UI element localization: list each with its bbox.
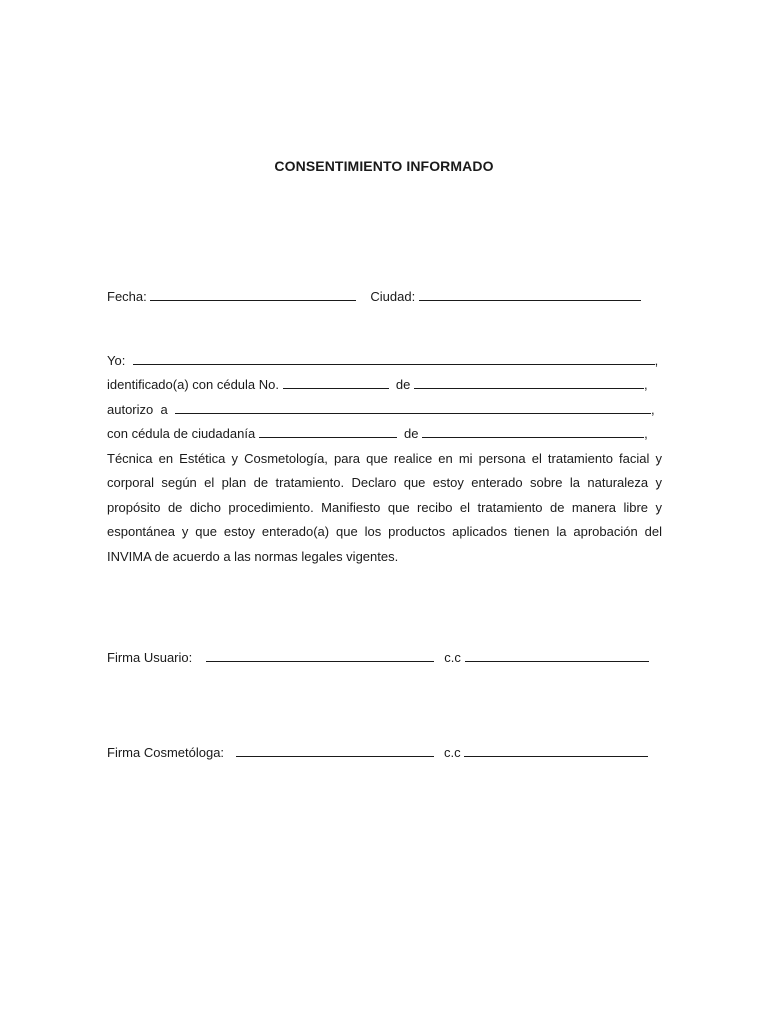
firma-cosmetologa-blank[interactable]: [236, 745, 434, 757]
firma-cosmetologa-label: Firma Cosmetóloga:: [107, 745, 225, 760]
comma: ,: [644, 426, 648, 441]
paragraph-line: propósito de dicho procedimiento. Manifiesto que recibo el tratamiento de manera libre y: [107, 500, 662, 515]
cc-label: c.c: [444, 745, 461, 760]
autorizo-blank[interactable]: [175, 402, 651, 414]
ciudad-blank[interactable]: [419, 289, 641, 301]
autorizo-line: [107, 401, 655, 419]
cosmetologa-cedula-blank[interactable]: [259, 426, 397, 438]
cosmetologa-cedula-place-blank[interactable]: [422, 426, 644, 438]
cedula-place-blank[interactable]: [414, 377, 644, 389]
paragraph-line: corporal según el plan de tratamiento. Declaro que estoy enterado sobre la naturaleza y: [107, 475, 662, 490]
yo-line: [107, 352, 658, 370]
paragraph-line: INVIMA de acuerdo a las normas legales vigentes.: [107, 549, 399, 564]
date-city-line: [107, 288, 641, 306]
document-title: CONSENTIMIENTO INFORMADO: [274, 158, 494, 174]
autorizo-label: autorizo a: [107, 402, 168, 417]
yo-blank[interactable]: [133, 353, 655, 365]
firma-usuario-label: Firma Usuario:: [107, 650, 193, 665]
firma-usuario-blank[interactable]: [206, 650, 434, 662]
cedula-ciudadania-line: [107, 425, 648, 443]
de-label: de: [395, 377, 411, 392]
firma-cosmetologa-line: [107, 744, 648, 762]
paragraph-line: Técnica en Estética y Cosmetología, para que realice en mi persona el tratamiento facial y: [107, 451, 662, 466]
cedula-number-blank[interactable]: [283, 377, 389, 389]
fecha-label: Fecha:: [107, 289, 147, 304]
cedula-ciudadania-label: con cédula de ciudadanía: [107, 426, 256, 441]
yo-label: Yo:: [107, 353, 126, 368]
identificado-line: [107, 376, 648, 394]
cosmetologa-cc-blank[interactable]: [464, 745, 648, 757]
usuario-cc-blank[interactable]: [465, 650, 649, 662]
fecha-blank[interactable]: [150, 289, 356, 301]
firma-usuario-line: [107, 649, 649, 667]
comma: ,: [654, 353, 659, 368]
comma: ,: [643, 377, 648, 392]
ciudad-label: Ciudad:: [370, 289, 416, 304]
paragraph-line: espontánea y que estoy enterado(a) que los productos aplicados tienen la aprobación del: [107, 524, 662, 539]
de-label: de: [404, 426, 419, 441]
cc-label: c.c: [444, 650, 461, 665]
comma: ,: [650, 402, 655, 417]
identificado-label: identificado(a) con cédula No.: [107, 377, 279, 392]
